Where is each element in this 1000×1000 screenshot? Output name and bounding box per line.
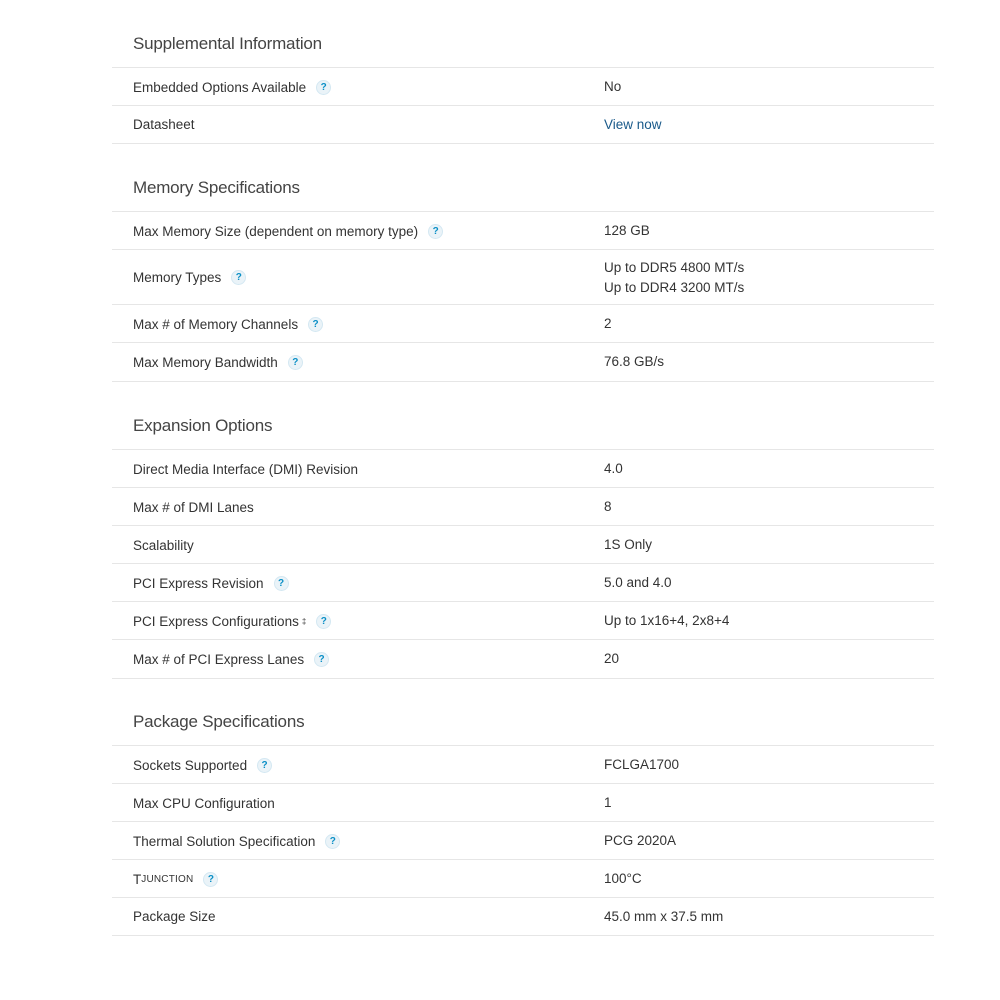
view-datasheet-link[interactable]: View now — [604, 116, 662, 132]
spec-row-package-size — [112, 897, 934, 936]
question-icon[interactable]: ? — [203, 872, 218, 887]
spec-label: Max # of DMI Lanes — [133, 499, 254, 515]
spec-row-pcie-revision — [112, 563, 934, 602]
spec-row-scalability — [112, 525, 934, 564]
spec-label — [133, 640, 329, 678]
spec-label-text: Sockets Supported — [133, 757, 248, 773]
spec-row-datasheet — [112, 105, 934, 144]
spec-value: 4.0 — [604, 461, 623, 476]
spec-value: 45.0 mm x 37.5 mm — [604, 908, 724, 924]
spec-label: Direct Media Interface (DMI) Revision — [133, 461, 359, 477]
spec-label — [133, 68, 331, 106]
spec-value: 2 — [604, 316, 612, 331]
spec-value: FCLGA1700 — [604, 757, 680, 772]
spec-label-subscript: JUNCTION — [141, 873, 194, 885]
question-icon[interactable]: ? — [308, 317, 323, 332]
spec-value: 20 — [604, 651, 620, 666]
spec-row-max-memory-size — [112, 211, 934, 250]
spec-value-line: Up to DDR5 4800 MT/s — [604, 259, 745, 275]
spec-label-text: Max # of PCI Express Lanes — [133, 651, 305, 667]
question-icon[interactable]: ? — [428, 224, 443, 239]
question-icon[interactable]: ? — [314, 652, 329, 667]
spec-value — [604, 250, 744, 305]
spec-label: Datasheet — [133, 117, 195, 132]
spec-label — [133, 746, 272, 784]
question-icon[interactable]: ? — [325, 834, 340, 849]
spec-value: PCG 2020A — [604, 833, 677, 848]
spec-row-sockets — [112, 745, 934, 784]
spec-row-memory-types — [112, 249, 934, 305]
spec-label — [133, 250, 246, 305]
question-icon[interactable]: ? — [316, 614, 331, 629]
spec-value-line: Up to DDR4 3200 MT/s — [604, 279, 745, 295]
spec-label-text: Max # of Memory Channels — [133, 316, 299, 332]
spec-value: 128 GB — [604, 223, 650, 238]
spec-row-dmi-revision — [112, 449, 934, 488]
spec-label-text: Memory Types — [133, 270, 222, 285]
spec-row-memory-channels — [112, 304, 934, 343]
spec-label-text: Embedded Options Available — [133, 79, 307, 95]
spec-label — [133, 343, 303, 381]
section-title-memory: Memory Specifications — [133, 178, 300, 197]
spec-row-dmi-lanes — [112, 487, 934, 526]
spec-label-text: Thermal Solution Specification — [133, 833, 316, 849]
spec-label-text: PCI Express Revision — [133, 575, 264, 591]
section-title-supplemental: Supplemental Information — [133, 34, 322, 53]
question-icon[interactable]: ? — [288, 355, 303, 370]
question-icon[interactable]: ? — [231, 270, 246, 285]
question-icon[interactable]: ? — [274, 576, 289, 591]
spec-label — [133, 212, 443, 250]
spec-value: 100°C — [604, 871, 642, 886]
spec-value: No — [604, 79, 622, 94]
spec-label: Package Size — [133, 909, 216, 924]
section-title-expansion: Expansion Options — [133, 416, 273, 435]
spec-label-text: Max Memory Bandwidth — [133, 354, 278, 370]
footnote-marker: ‡ — [301, 616, 307, 626]
spec-row-pcie-lanes — [112, 639, 934, 679]
spec-label: Max CPU Configuration — [133, 795, 275, 811]
spec-value: 1 — [604, 795, 612, 810]
question-icon[interactable]: ? — [257, 758, 272, 773]
spec-label-text: T — [133, 871, 142, 887]
spec-label-text: Max Memory Size (dependent on memory type) — [133, 223, 419, 239]
spec-row-memory-bandwidth — [112, 342, 934, 382]
spec-row-tjunction — [112, 859, 934, 898]
spec-label — [133, 822, 340, 860]
spec-row-pcie-configurations — [112, 601, 934, 640]
spec-value: Up to 1x16+4, 2x8+4 — [604, 613, 730, 628]
spec-label — [133, 305, 323, 343]
spec-value: 1S Only — [604, 537, 653, 552]
spec-value: 76.8 GB/s — [604, 354, 665, 369]
spec-row-thermal-solution — [112, 821, 934, 860]
section-title-package: Package Specifications — [133, 712, 305, 731]
spec-label — [133, 860, 218, 898]
question-icon[interactable]: ? — [316, 80, 331, 95]
spec-label-text: PCI Express Configurations — [133, 613, 299, 629]
spec-label: Scalability — [133, 537, 194, 553]
spec-value — [604, 106, 662, 143]
spec-value: 5.0 and 4.0 — [604, 575, 672, 590]
spec-value: 8 — [604, 499, 612, 514]
spec-row-max-cpu-config — [112, 783, 934, 822]
spec-row-embedded-options — [112, 67, 934, 106]
spec-label — [133, 564, 289, 602]
spec-label — [133, 602, 331, 640]
